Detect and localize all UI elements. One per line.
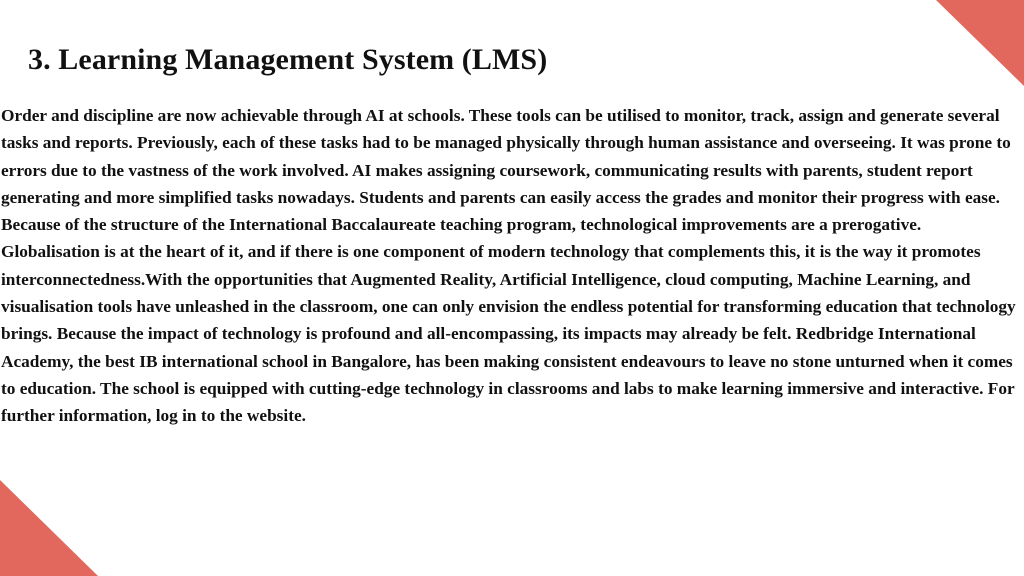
body-paragraph-1: Order and discipline are now achievable through AI at schools. These tools can be utilised to monitor, track, assign and generate several tasks and reports. Previously, each of these tasks had to be managed physically through human assistance and overseeing. It was prone to errors due to the vastness of the work involved. AI makes assigning coursework, communicating results with parents, student report generating and more simplified tasks nowadays. Students and parents can easily access the grades and monitor their progress with ease. (1, 106, 1011, 207)
top-right-corner-decoration (936, 0, 1024, 86)
bottom-left-corner-triangle (0, 480, 98, 576)
body-paragraph-2: Because of the structure of the International Baccalaureate teaching program, technological improvements are a prerogative. Globalisation is at the heart of it, and if there is one component of modern technology that complements this, it is the way it promotes interconnectedness.With the opportunities that Augmented Reality, Artificial Intelligence, cloud computing, Machine Learning, and visualisation tools have unleashed in the classroom, one can only envision the endless potential for transforming education that technology brings. Because the impact of technology is profound and all-encompassing, its impacts may already be felt. Redbridge International Academy, the best IB international school in Bangalore, has been making consistent endeavours to leave no stone unturned when it comes to education. The school is equipped with cutting-edge technology in classrooms and labs to make learning immersive and interactive. For further information, log in to the website. (1, 215, 1016, 426)
slide-body (1, 102, 1021, 430)
bottom-left-corner-decoration (0, 480, 98, 576)
top-right-corner-triangle (936, 0, 1024, 86)
slide-title: 3. Learning Management System (LMS) (28, 43, 548, 76)
